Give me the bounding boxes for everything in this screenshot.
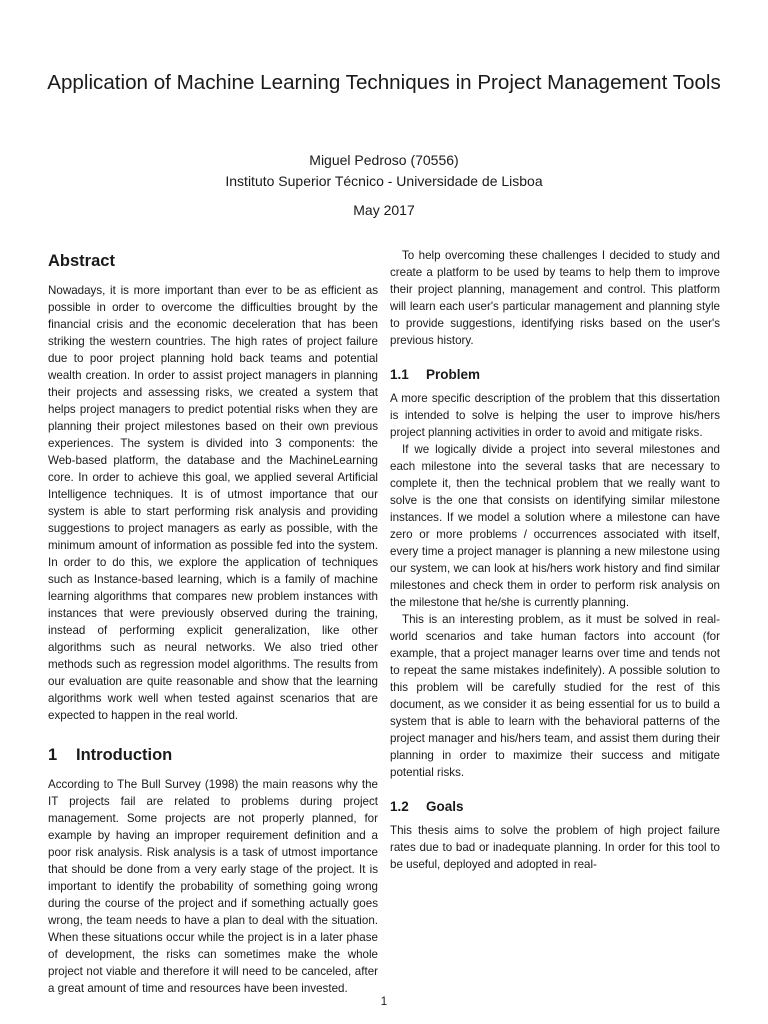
problem-paragraph-2: If we logically divide a project into several milestones and each milestone into the several tasks that are necessary to complete it, then the technical problem that we really want to solve is the one that consists on identifying similar milestone instances. If we model a solution where a milestone can have zero or more problems / occurrences associated with itself, every time a project manager is planning a new milestone using our system, we can look at his/hers work history and find similar milestones and check them in order to perform risk analysis on the milestone that he/she is currently planning. bbox=[390, 443, 720, 609]
abstract-heading: Abstract bbox=[48, 252, 115, 270]
author-name: Miguel Pedroso (70556) bbox=[309, 152, 459, 168]
left-column bbox=[48, 244, 378, 997]
subsection-number: 1.1 bbox=[390, 367, 409, 382]
page-number: 1 bbox=[380, 996, 388, 1008]
abstract-text: Nowadays, it is more important than ever to be as efficient as possible in order to overcome the difficulties brought by the financial crisis and the economic deceleration that has been striking the western countries. The high rates of project failure due to poor project planning hold back teams and potential wealth creation. In order to assist project managers in planning their projects and assessing risks, we created a system that helps project managers to predict potential risks when they are planning their project milestones based on their own previous experiences. The system is divided into 3 components: the Web-based platform, the database and the MachineLearning core. In order to achieve this goal, we applied several Artificial Intelligence techniques. It is of utmost importance that our system is able to start performing risk analysis and providing suggestions to project managers as early as possible, with the minimum amount of information as possible fed into the system. In order to do this, we explore the application of techniques such as Instance-based learning, which is a family of machine learning algorithms that compares new problem instances with instances that were previously observed during the training, instead of performing explicit generalization, like other algorithms such as neural networks. We also tried other methods such as regression model algorithms. The results from our evaluation are quite reasonable and show that the learning algorithms work well when tested against scenarios that are expected to happen in the real world. bbox=[48, 284, 378, 722]
paper-title: Application of Machine Learning Techniques in Project Management Tools bbox=[47, 71, 721, 94]
problem-paragraph-1: A more specific description of the problem that this dissertation is intended to solve is helping the user to improve his/hers project planning activities in order to avoid and mitigate risks. bbox=[390, 392, 720, 439]
goals-paragraph-1: This thesis aims to solve the problem of high project failure rates due to bad or inadequate planning. In order for this tool to be useful, deployed and adopted in real- bbox=[390, 824, 720, 871]
goals-heading bbox=[390, 797, 720, 817]
problem-paragraph-3: This is an interesting problem, as it must be solved in real-world scenarios and take human factors into account (for example, that a project manager learns over time and tends not to repeat the same mistakes indefinitely). A possible solution to this problem will be carefully studied for the rest of this document, as we consider it as being essential for us to build a system that is able to learn with the behavioral patterns of the project manager and his/hers team, and assist them during their planning in order to maximize their success and mitigate potential risks. bbox=[390, 613, 720, 779]
problem-heading bbox=[390, 365, 720, 385]
introduction-paragraph-2: To help overcoming these challenges I decided to study and create a platform to be used by teams to help them to improve their project planning, management and control. This platform will learn each user's particular management and planning style to provide suggestions, identifying risks based on the user's previous history. bbox=[390, 249, 720, 347]
subsection-number: 1.2 bbox=[390, 799, 409, 814]
introduction-paragraph-1: According to The Bull Survey (1998) the main reasons why the IT projects fail are related to problems during project management. Some projects are not properly planned, for example by having an improper requirement definition and a poor risk analysis. Risk analysis is a task of utmost importance that should be done from a very early stage of the project. It is important to identify the probability of something going wrong during the course of the project and if something actually goes wrong, the team needs to have a plan to deal with the situation. When these situations occur while the project is in a later phase of development, the risks can sometimes make the whole project not viable and therefore it will need to be canceled, after a great amount of time and resources have been invested. bbox=[48, 778, 378, 995]
section-title: Introduction bbox=[76, 746, 173, 764]
author-affiliation: Instituto Superior Técnico - Universidade de Lisboa bbox=[225, 173, 543, 189]
section-number: 1 bbox=[48, 746, 58, 764]
introduction-heading bbox=[48, 744, 378, 766]
subsection-title: Problem bbox=[426, 367, 481, 382]
paper-date: May 2017 bbox=[353, 202, 415, 218]
author-block bbox=[0, 150, 768, 192]
subsection-title: Goals bbox=[426, 799, 464, 814]
right-column bbox=[390, 247, 720, 873]
